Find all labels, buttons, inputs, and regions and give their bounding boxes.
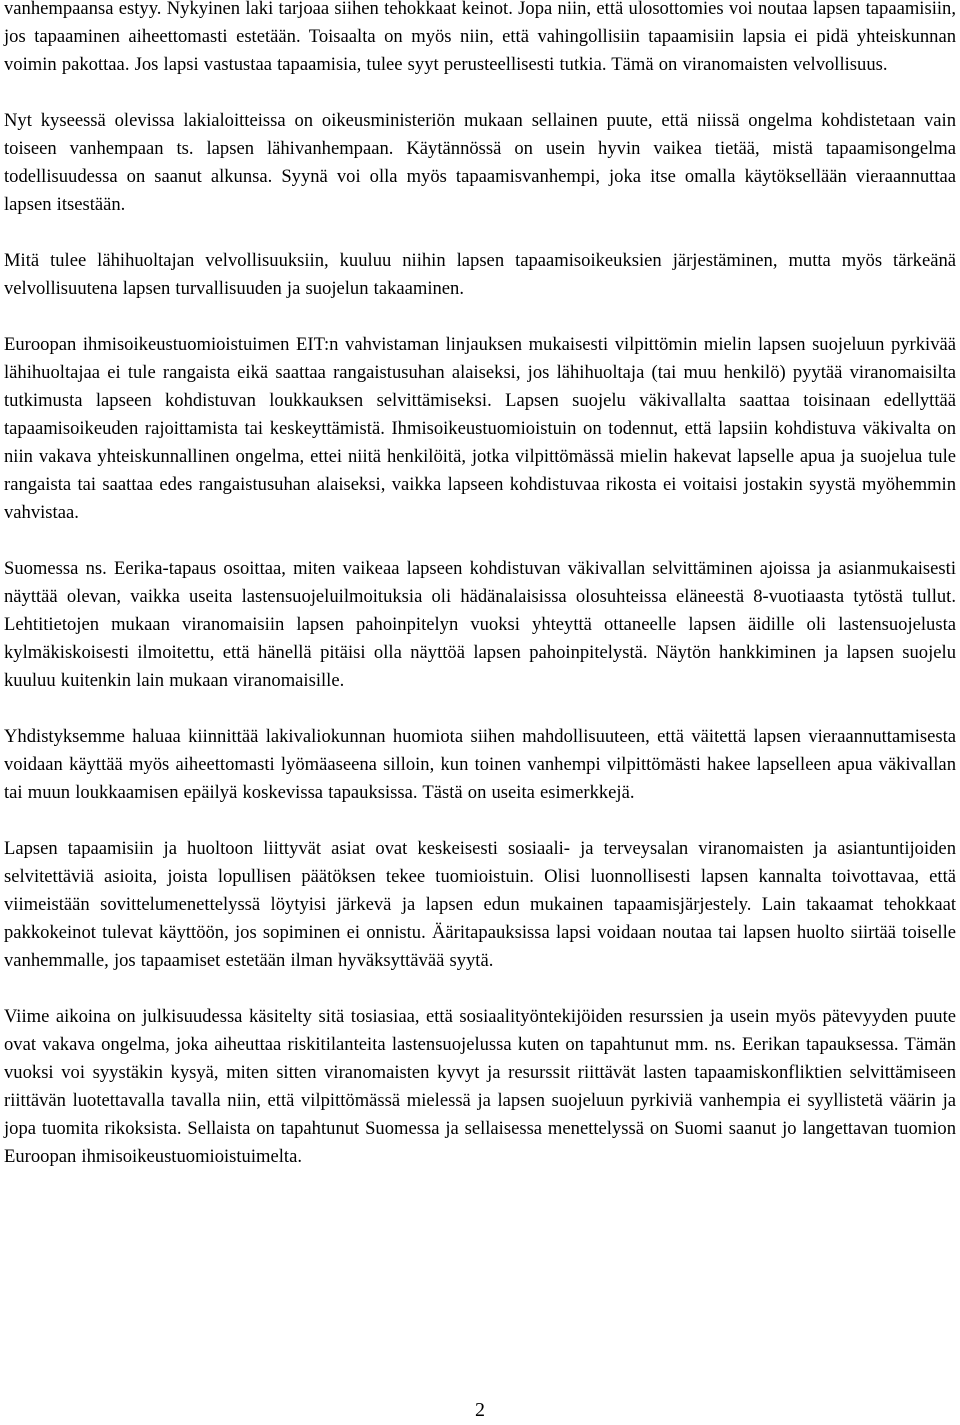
- paragraph: vanhempaansa estyy. Nykyinen laki tarjoaa siihen tehokkaat keinot. Jopa niin, että ulosottomies voi noutaa lapsen tapaamisiin, jos tapaaminen aiheettomasti estetään. Toisaalta on myös niin, että vahingollisiin tapaamisiin lapsia ei pidä yhteiskunnan voimin pakottaa. Jos lapsi vastustaa tapaamisia, tulee syyt perusteellisesti tutkia. Tämä on viranomaisten velvollisuus.: [4, 0, 956, 75]
- paragraph: Mitä tulee lähihuoltajan velvollisuuksiin, kuuluu niihin lapsen tapaamisoikeuksien järjestäminen, mutta myös tärkeänä velvollisuutena lapsen turvallisuuden ja suojelun takaaminen.: [4, 250, 956, 299]
- paragraph: Nyt kyseessä olevissa lakialoitteissa on oikeusministeriön mukaan sellainen puute, että niissä ongelma kohdistetaan vain toiseen vanhempaan ts. lapsen lähivanhempaan. Käytännössä on usein hyvin vaikea tietää, mistä tapaamisongelma todellisuudessa on saanut alkunsa. Syynä voi olla myös tapaamisvanhempi, joka itse omalla käytöksellään vieraannuttaa lapsen itsestään.: [4, 110, 956, 215]
- document-body: [4, 0, 956, 1199]
- paragraph: Suomessa ns. Eerika-tapaus osoittaa, miten vaikeaa lapseen kohdistuvan väkivallan selvittäminen ajoissa ja asianmukaisesti näyttää olevan, vaikka useita lastensuojeluilmoituksia oli hädänalaisissa olosuhteissa eläneestä 8-vuotiaasta tytöstä tullut. Lehtitietojen mukaan viranomaisiin lapsen pahoinpitelyn vuoksi yhteyttä ottaneelle lapsen äidille oli lastensuojelusta kylmäkiskoisesti ilmoitettu, että hänellä pitäisi olla näyttöä lapsen pahoinpitelystä. Näytön hankkiminen ja lapsen suojelu kuuluu kuitenkin lain mukaan viranomaisille.: [4, 558, 956, 691]
- paragraph: Lapsen tapaamisiin ja huoltoon liittyvät asiat ovat keskeisesti sosiaali- ja terveysalan viranomaisten ja asiantuntijoiden selvitettäviä asioita, joista lopullisen päätöksen tekee tuomioistuin. Olisi luonnollisesti lapsen kannalta toivottavaa, että viimeistään sovittelumenettelyssä löytyisi järkevä ja lapsen edun mukainen tapaamisjärjestely. Lain takaamat tehokkaat pakkokeinot tulevat käyttöön, jos sopiminen ei onnistu. Ääritapauksissa lapsi voidaan noutaa tai lapsen huolto siirtää toiselle vanhemmalle, jos tapaamiset estetään ilman hyväksyttävää syytä.: [4, 838, 956, 971]
- paragraph: Euroopan ihmisoikeustuomioistuimen EIT:n vahvistaman linjauksen mukaisesti vilpittömin mielin lapsen suojeluun pyrkivää lähihuoltajaa ei tule rangaista eikä saattaa rangaistusuhan alaiseksi, jos lähihuoltaja (tai muu henkilö) pyytää viranomaisilta tutkimusta lapseen kohdistuvan loukkauksen selvittämiseksi. Lapsen suojelu väkivallalta saattaa toisinaan edellyttää tapaamisoikeuden rajoittamista tai keskeyttämistä. Ihmisoikeustuomioistuin on todennut, että lapsiin kohdistuva väkivalta on niin vakava yhteiskunnallinen ongelma, ettei niitä henkilöitä, jotka vilpittömässä mielin hakevat lapselle apua ja suojelua tule rangaista tai saattaa edes rangaistusuhan alaiseksi, vaikka lapseen kohdistuvaa rikosta ei voitaisi jostakin syystä myöhemmin vahvistaa.: [4, 334, 956, 523]
- paragraph: Viime aikoina on julkisuudessa käsitelty sitä tosiasiaa, että sosiaalityöntekijöiden resurssien ja usein myös pätevyyden puute ovat vakava ongelma, joka aiheuttaa riskitilanteita lastensuojelussa kuten on tapahtunut mm. ns. Eerikan tapauksessa. Tämän vuoksi voi syystäkin kysyä, miten sitten viranomaisten kyvyt ja resurssit riittävät lasten tapaamiskonfliktien selvittämiseen riittävän luotettavalla tavalla niin, että vilpittömässä mielessä ja lapsen suojeluun pyrkiviä vanhempia ei syyllistetä väärin ja jopa tuomita rikoksista. Sellaista on tapahtunut Suomessa ja sellaisessa menettelyssä on Suomi saanut jo langettavan tuomion Euroopan ihmisoikeustuomioistuimelta.: [4, 1006, 956, 1167]
- paragraph: Yhdistyksemme haluaa kiinnittää lakivaliokunnan huomiota siihen mahdollisuuteen, että väitettä lapsen vieraannuttamisesta voidaan käyttää myös aiheettomasti lyömäaseena silloin, kun toinen vanhempi vilpittömästi hakee lapselleen apua väkivallan tai muun loukkaamisen epäilyä koskevissa tapauksissa. Tästä on useita esimerkkejä.: [4, 726, 956, 803]
- page-number: 2: [475, 1399, 485, 1421]
